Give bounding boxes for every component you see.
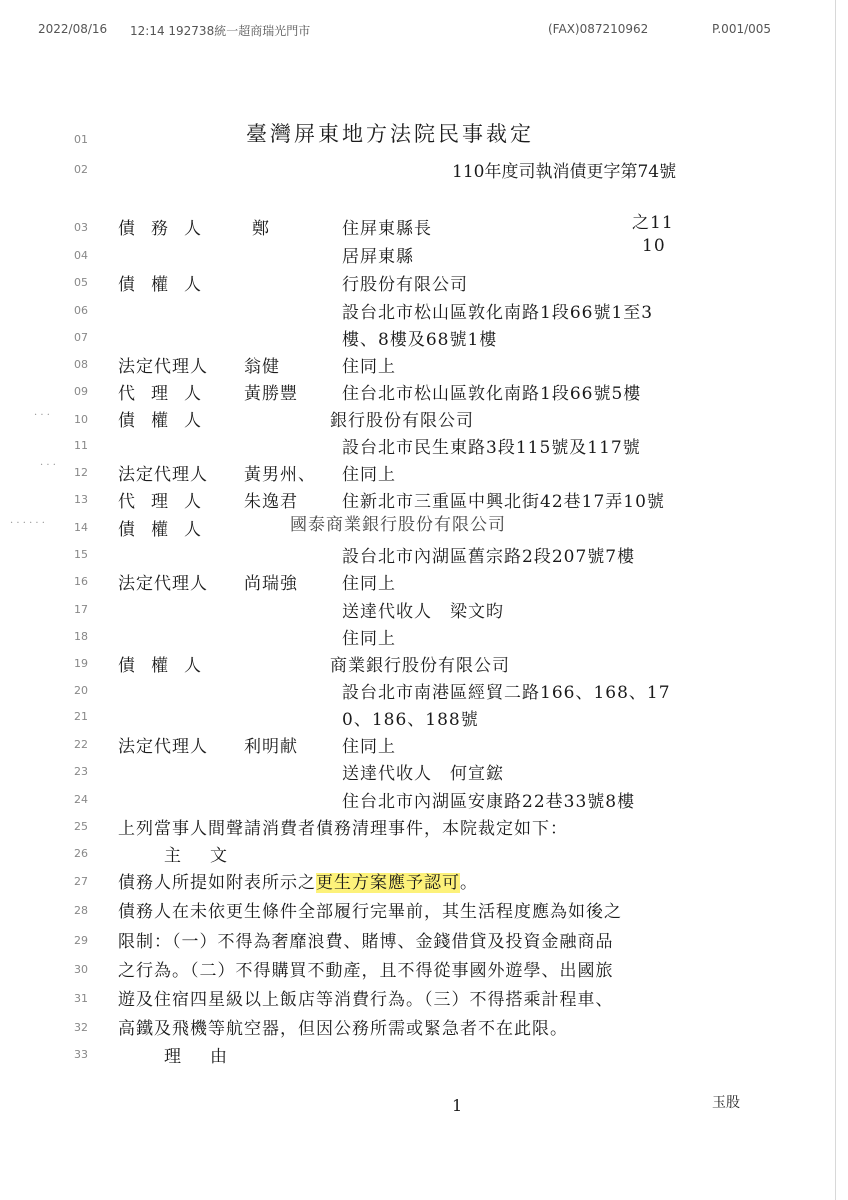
party-role: 債務人	[118, 219, 217, 239]
restriction-line: 之行為。（二）不得購買不動產，且不得從事國外遊學、出國旅	[118, 961, 614, 981]
party-role: 法定代理人	[118, 574, 208, 594]
party-role: 債權人	[118, 520, 217, 540]
party-address: 0、186、188號	[342, 710, 479, 730]
ruling-text: 債務人所提如附表所示之	[118, 873, 316, 893]
fax-header	[0, 22, 848, 42]
line-number: 23	[74, 765, 88, 778]
line-number: 24	[74, 793, 88, 806]
fax-date: 2022/08/16	[38, 22, 108, 36]
party-address: 居屏東縣	[342, 247, 414, 267]
ruling-end: 。	[460, 873, 478, 893]
party-address: 住同上	[342, 465, 396, 485]
line-number: 08	[74, 358, 88, 371]
line-number: 07	[74, 331, 88, 344]
case-number: 110年度司執消債更字第74號	[452, 162, 677, 182]
line-number: 26	[74, 847, 88, 860]
party-name: 利明献	[244, 737, 298, 757]
party-role: 代理人	[118, 492, 217, 512]
party-agent: 送達代收人 梁文昀	[342, 602, 504, 622]
line-number: 05	[74, 276, 88, 289]
party-address: 住屏東縣長	[342, 219, 432, 239]
party-name: 朱逸君	[244, 492, 298, 512]
line-number: 29	[74, 934, 88, 947]
scan-artifact: · · · · · ·	[10, 518, 45, 529]
party-address: 設台北市內湖區舊宗路2段207號7樓	[342, 547, 636, 567]
party-address: 住新北市三重區中興北街42巷17弄10號	[342, 492, 665, 512]
line-number: 12	[74, 466, 88, 479]
line-number: 18	[74, 630, 88, 643]
party-address: 樓、8樓及68號1樓	[342, 330, 498, 350]
line-number: 22	[74, 738, 88, 751]
main-heading: 主 文	[164, 846, 233, 866]
court-division: 玉股	[712, 1095, 740, 1111]
party-address: 銀行股份有限公司	[330, 411, 474, 431]
page-number: 1	[452, 1096, 463, 1115]
intro-line: 上列當事人間聲請消費者債務清理事件，本院裁定如下：	[118, 819, 568, 839]
line-number: 16	[74, 575, 88, 588]
line-number: 20	[74, 684, 88, 697]
scan-artifact: · · ·	[40, 460, 56, 471]
party-address: 設台北市民生東路3段115號及117號	[342, 438, 641, 458]
line-number: 21	[74, 710, 88, 723]
line-number: 09	[74, 385, 88, 398]
line-number: 11	[74, 439, 88, 452]
party-role: 債權人	[118, 275, 217, 295]
line-number: 13	[74, 493, 88, 506]
party-address: 設台北市松山區敦化南路1段66號1至3	[342, 303, 654, 323]
party-address: 商業銀行股份有限公司	[330, 656, 510, 676]
line-number: 27	[74, 875, 88, 888]
reason-heading: 理 由	[164, 1047, 233, 1067]
ruling-line	[118, 868, 478, 893]
party-name: 黃男州、	[244, 465, 316, 485]
party-address: 住同上	[342, 737, 396, 757]
restriction-line: 債務人在未依更生條件全部履行完畢前，其生活程度應為如後之	[118, 902, 622, 922]
party-address: 設台北市南港區經貿二路166、168、17	[342, 683, 671, 703]
party-role: 法定代理人	[118, 737, 208, 757]
line-number: 14	[74, 521, 88, 534]
party-role: 法定代理人	[118, 357, 208, 377]
party-name: 黃勝豐	[244, 384, 298, 404]
party-name: 尚瑞強	[244, 574, 298, 594]
party-address: 住同上	[342, 574, 396, 594]
line-number: 32	[74, 1021, 88, 1034]
party-address: 住台北市內湖區安康路22巷33號8樓	[342, 792, 636, 812]
party-address: 住台北市松山區敦化南路1段66號5樓	[342, 384, 642, 404]
line-number: 04	[74, 249, 88, 262]
line-number: 30	[74, 963, 88, 976]
line-number: 17	[74, 603, 88, 616]
party-name: 翁健	[244, 357, 280, 377]
fax-time-sender: 12:14 192738統一超商瑞光門市	[130, 24, 311, 38]
party-role: 債權人	[118, 411, 217, 431]
party-name: 鄭	[252, 219, 270, 239]
line-number: 31	[74, 992, 88, 1005]
line-number: 15	[74, 548, 88, 561]
line-number: 28	[74, 904, 88, 917]
fax-page: P.001/005	[712, 22, 772, 36]
party-address-suffix: 10	[642, 236, 666, 256]
line-number: 01	[74, 133, 88, 146]
line-number: 02	[74, 163, 88, 176]
party-agent: 送達代收人 何宣鋐	[342, 764, 504, 784]
party-role: 代理人	[118, 384, 217, 404]
line-number: 03	[74, 221, 88, 234]
restriction-line: 限制：（一）不得為奢靡浪費、賭博、金錢借貸及投資金融商品	[118, 932, 614, 952]
line-number: 19	[74, 657, 88, 670]
party-address: 國泰商業銀行股份有限公司	[290, 515, 506, 535]
restriction-line: 高鐵及飛機等航空器，但因公務所需或緊急者不在此限。	[118, 1019, 568, 1039]
party-address-suffix: 之11	[632, 213, 674, 233]
document-title: 臺灣屏東地方法院民事裁定	[246, 122, 534, 146]
party-address: 住同上	[342, 629, 396, 649]
fax-number: (FAX)087210962	[548, 22, 649, 36]
scan-artifact: · · ·	[34, 410, 50, 421]
party-role: 債權人	[118, 656, 217, 676]
ruling-highlight: 更生方案應予認可	[316, 873, 460, 893]
line-number: 06	[74, 304, 88, 317]
party-address: 行股份有限公司	[342, 275, 468, 295]
page-edge	[835, 0, 836, 1200]
line-number: 10	[74, 413, 88, 426]
line-number: 25	[74, 820, 88, 833]
line-number: 33	[74, 1048, 88, 1061]
party-role: 法定代理人	[118, 465, 208, 485]
party-address: 住同上	[342, 357, 396, 377]
restriction-line: 遊及住宿四星級以上飯店等消費行為。（三）不得搭乘計程車、	[118, 990, 614, 1010]
